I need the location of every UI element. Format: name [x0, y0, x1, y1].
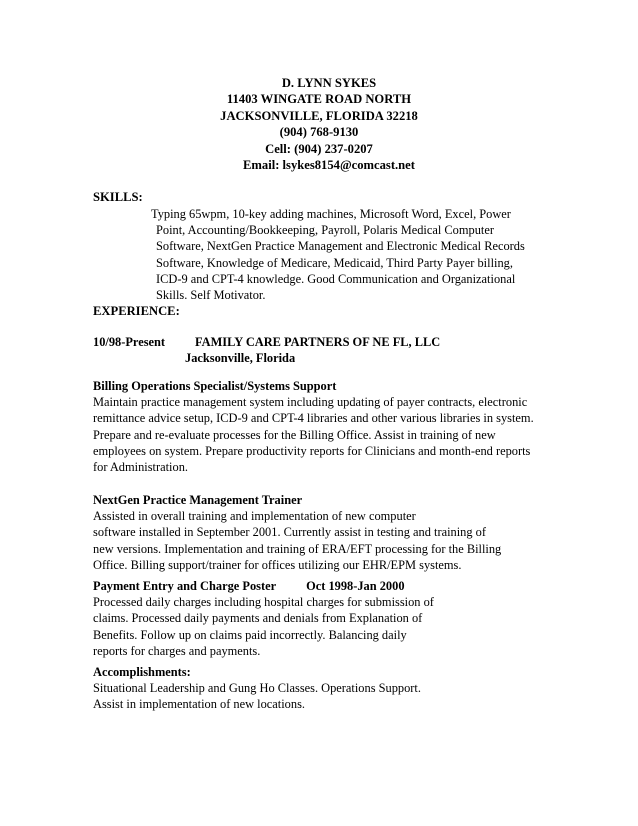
- phone-number: (904) 768-9130: [279, 125, 359, 140]
- skills-list: [151, 206, 551, 303]
- role-description-line: reports for charges and payments.: [93, 643, 261, 658]
- employer-name: FAMILY CARE PARTNERS OF NE FL, LLC: [195, 335, 441, 349]
- city-state-zip: JACKSONVILLE, FLORIDA 32218: [220, 108, 418, 123]
- job-location: Jacksonville, Florida: [185, 351, 296, 366]
- skills-line: Skills. Self Motivator.: [156, 288, 266, 303]
- skills-line: Point, Accounting/Bookkeeping, Payroll, Polaris Medical Computer: [156, 223, 494, 238]
- accomplishments-heading: Accomplishments:: [93, 665, 191, 679]
- skills-line: ICD-9 and CPT-4 knowledge. Good Communication and Organizational: [156, 271, 516, 286]
- role-title: NextGen Practice Management Trainer: [93, 493, 303, 507]
- role-dates: Oct 1998-Jan 2000: [306, 579, 405, 593]
- street-address: 11403 WINGATE ROAD NORTH: [226, 92, 412, 107]
- skills-line: Software, NextGen Practice Management and Electronic Medical Records: [156, 239, 525, 254]
- role-description-line: Benefits. Follow up on claims paid incorrectly. Balancing daily: [93, 627, 407, 642]
- role-title: Billing Operations Specialist/Systems Support: [93, 379, 337, 393]
- role-description-line: employees on system. Prepare productivity reports for Clinicians and month-end reports: [93, 443, 531, 458]
- role-payment-entry: [93, 578, 553, 659]
- accomplishment-line: Situational Leadership and Gung Ho Classes. Operations Support.: [93, 681, 421, 696]
- skills-line: Typing 65wpm, 10-key adding machines, Microsoft Word, Excel, Power: [151, 207, 511, 221]
- skills-line: Software, Knowledge of Medicare, Medicaid, Third Party Payer billing,: [156, 255, 513, 270]
- role-nextgen-trainer: [93, 492, 553, 573]
- role-description-line: new versions. Implementation and training of ERA/EFT processing for the Billing: [93, 541, 502, 556]
- role-description-line: for Administration.: [93, 460, 188, 475]
- role-billing-operations: [93, 378, 553, 475]
- accomplishment-line: Assist in implementation of new locations.: [93, 697, 305, 712]
- role-description-line: software installed in September 2001. Currently assist in testing and training of: [93, 525, 486, 540]
- candidate-name: D. LYNN SYKES: [281, 76, 377, 90]
- experience-heading: EXPERIENCE:: [93, 304, 180, 318]
- cell-number: Cell: (904) 237-0207: [265, 141, 373, 156]
- role-description-line: Maintain practice management system including updating of payer contracts, electronic: [93, 395, 528, 410]
- job-header: [93, 334, 440, 367]
- role-description-line: Processed daily charges including hospital charges for submission of: [93, 595, 434, 610]
- role-description-line: remittance advice setup, ICD-9 and CPT-4 libraries and other various libraries in system.: [93, 411, 534, 426]
- role-description-line: Assisted in overall training and implementation of new computer: [93, 509, 416, 524]
- accomplishments: [93, 664, 553, 713]
- skills-heading: SKILLS:: [93, 190, 143, 204]
- job-dates: 10/98-Present: [93, 335, 166, 349]
- role-description-line: claims. Processed daily payments and denials from Explanation of: [93, 611, 423, 626]
- role-description-line: Prepare and re-evaluate processes for the Billing Office. Assist in training of new: [93, 427, 496, 442]
- email-address: Email: lsykes8154@comcast.net: [243, 158, 415, 173]
- role-title-row: [93, 578, 553, 594]
- contact-header: [0, 75, 638, 173]
- role-title: Payment Entry and Charge Poster: [93, 579, 277, 593]
- role-description-line: Office. Billing support/trainer for offices utilizing our EHR/EPM systems.: [93, 557, 462, 572]
